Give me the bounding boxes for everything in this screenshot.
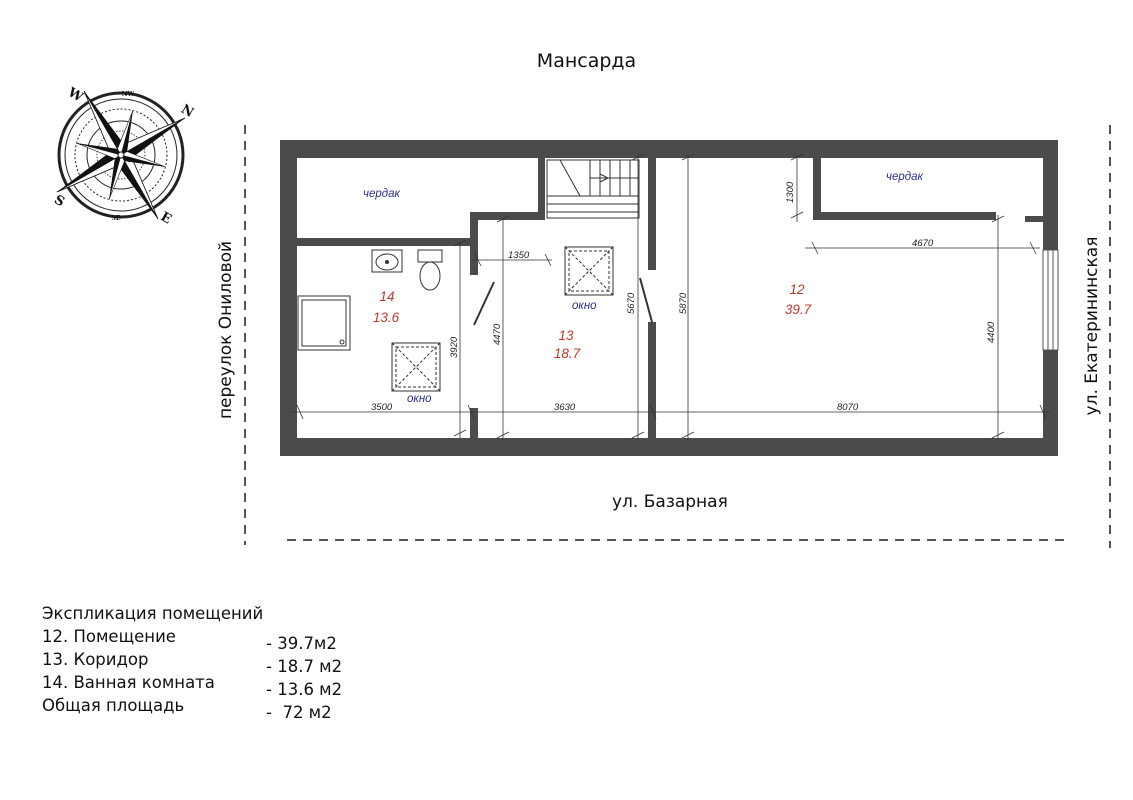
toilet xyxy=(418,250,442,290)
dim-4670: 4670 xyxy=(912,238,934,249)
staircase xyxy=(547,160,639,218)
explication-value-total: - 72 м2 xyxy=(266,703,332,722)
dim-4400: 4400 xyxy=(986,321,997,343)
compass-nw: NW xyxy=(121,91,135,98)
dim-8070: 8070 xyxy=(837,402,859,413)
dimension-lines xyxy=(290,154,1050,440)
explication-value-14: - 13.6 м2 xyxy=(266,680,343,699)
room-13-area: 18.7 xyxy=(553,346,581,361)
skylight-room-14 xyxy=(392,343,440,391)
compass-s: S xyxy=(51,192,68,211)
room-13-number: 13 xyxy=(558,328,574,343)
shower-tray xyxy=(298,296,350,350)
explication-value-13: - 18.7 м2 xyxy=(266,657,343,676)
explication-label-12: 12. Помещение xyxy=(42,627,176,646)
street-right: ул. Екатерининская xyxy=(1082,236,1102,416)
street-left: переулок Ониловой xyxy=(216,240,236,420)
explication xyxy=(42,602,263,717)
explication-value-12: - 39.7м2 xyxy=(266,634,337,653)
skylight-room-13 xyxy=(565,247,613,295)
explication-label-13: 13. Коридор xyxy=(42,650,149,669)
dim-4470: 4470 xyxy=(492,323,503,345)
room-12-number: 12 xyxy=(789,282,805,297)
sink xyxy=(372,250,402,272)
right-window xyxy=(1043,250,1058,350)
explication-label-total: Общая площадь xyxy=(42,696,185,715)
dim-3500: 3500 xyxy=(371,402,393,413)
explication-label-14: 14. Ванная комната xyxy=(42,673,215,692)
room-12-area: 39.7 xyxy=(784,302,812,317)
room-labels xyxy=(373,282,812,361)
dim-1350: 1350 xyxy=(508,250,530,261)
compass-se: SE xyxy=(111,215,121,222)
dim-1300: 1300 xyxy=(785,181,796,203)
street-bottom: ул. Базарная xyxy=(612,492,728,512)
explication-values xyxy=(266,632,342,724)
compass-rose xyxy=(20,54,222,256)
window-label-room-13: окно xyxy=(572,300,597,312)
room-14-number: 14 xyxy=(379,289,395,304)
explication-heading: Экспликация помещений xyxy=(42,604,264,623)
room-14-area: 13.6 xyxy=(372,310,400,325)
attic-label-right: чердак xyxy=(886,171,923,183)
dim-3920: 3920 xyxy=(449,336,460,358)
dim-3630: 3630 xyxy=(554,402,576,413)
compass-n: N xyxy=(178,101,197,121)
dim-5870: 5870 xyxy=(678,292,689,314)
plan-title: Мансарда xyxy=(536,50,637,72)
dim-5670: 5670 xyxy=(626,292,637,314)
window-label-room-14: окно xyxy=(407,393,432,405)
attic-label-left: чердак xyxy=(363,188,400,200)
compass-e: E xyxy=(157,209,174,228)
compass-w: W xyxy=(65,85,86,106)
